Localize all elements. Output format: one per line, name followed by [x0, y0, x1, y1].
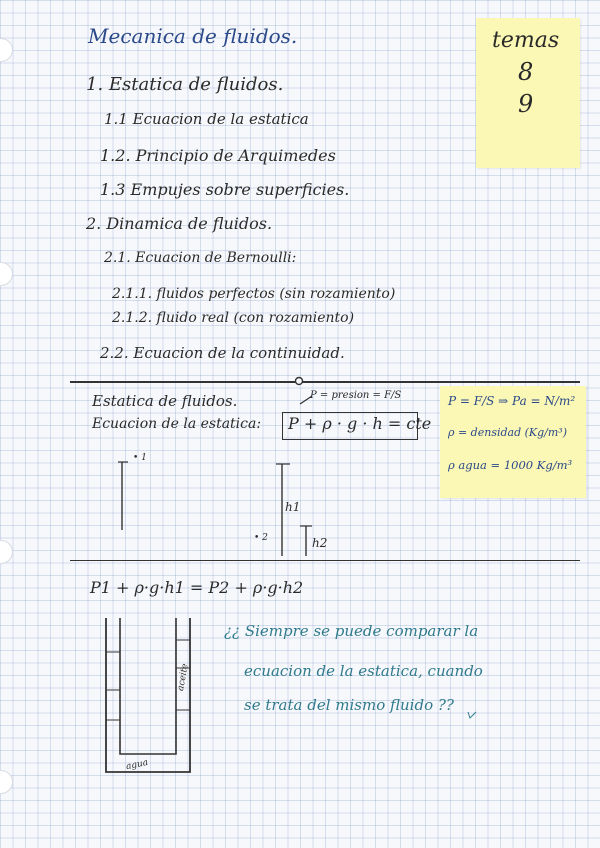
- u-tube-inner: [120, 618, 176, 754]
- question-line: se trata del mismo fluido ??: [244, 696, 454, 714]
- h2-label: h2: [312, 536, 328, 550]
- section-heading: Estatica de fluidos.: [92, 392, 238, 410]
- question-line: ecuacion de la estatica, cuando: [244, 662, 483, 680]
- point-2-label: • 2: [254, 533, 268, 543]
- sticky-topic-8: 8: [518, 58, 534, 86]
- outline-item: 1. Estatica de fluidos.: [86, 74, 284, 95]
- outline-item: 1.3 Empujes sobre superficies.: [100, 180, 350, 199]
- u-tube-outer: [106, 618, 190, 772]
- pressure-note: P = presion = F/S: [310, 390, 402, 401]
- arrow-line: [300, 396, 312, 404]
- right-leg-markings: [176, 640, 190, 710]
- sticky-topic-9: 9: [518, 90, 534, 118]
- divider-circle: [296, 378, 303, 385]
- point-1-label: • 1: [133, 453, 147, 463]
- outline-item: 2.2. Ecuacion de la continuidad.: [100, 344, 345, 362]
- outline-item: 1.1 Ecuacion de la estatica: [104, 110, 309, 128]
- water-label: agua: [125, 757, 150, 773]
- equation-two: P1 + ρ·g·h1 = P2 + ρ·g·h2: [90, 578, 304, 597]
- sticky-units-line: ρ agua = 1000 Kg/m³: [448, 458, 573, 472]
- oil-label: aceite: [176, 662, 191, 692]
- left-leg-markings: [106, 652, 120, 720]
- outline-item: 2.1.1. fluidos perfectos (sin rozamiento): [112, 286, 396, 302]
- outline-item: 2. Dinamica de fluidos.: [86, 214, 273, 233]
- outline-item: 1.2. Principio de Arquimedes: [100, 146, 336, 165]
- outline-item: 2.1. Ecuacion de Bernoulli:: [104, 250, 297, 266]
- question-line: ¿¿ Siempre se puede comparar la: [224, 622, 479, 640]
- outline-item: 2.1.2. fluido real (con rozamiento): [112, 310, 355, 326]
- main-equation: P + ρ · g · h = cte: [288, 414, 432, 433]
- sticky-topics-label: temas: [492, 28, 560, 53]
- question-tail: [468, 712, 476, 718]
- page-title: Mecanica de fluidos.: [88, 24, 298, 48]
- equation-label: Ecuacion de la estatica:: [92, 416, 262, 432]
- sticky-units-line: P = F/S ⇒ Pa = N/m²: [448, 394, 576, 408]
- h1-label: h1: [285, 500, 301, 514]
- sticky-units-line: ρ = densidad (Kg/m³): [448, 426, 568, 439]
